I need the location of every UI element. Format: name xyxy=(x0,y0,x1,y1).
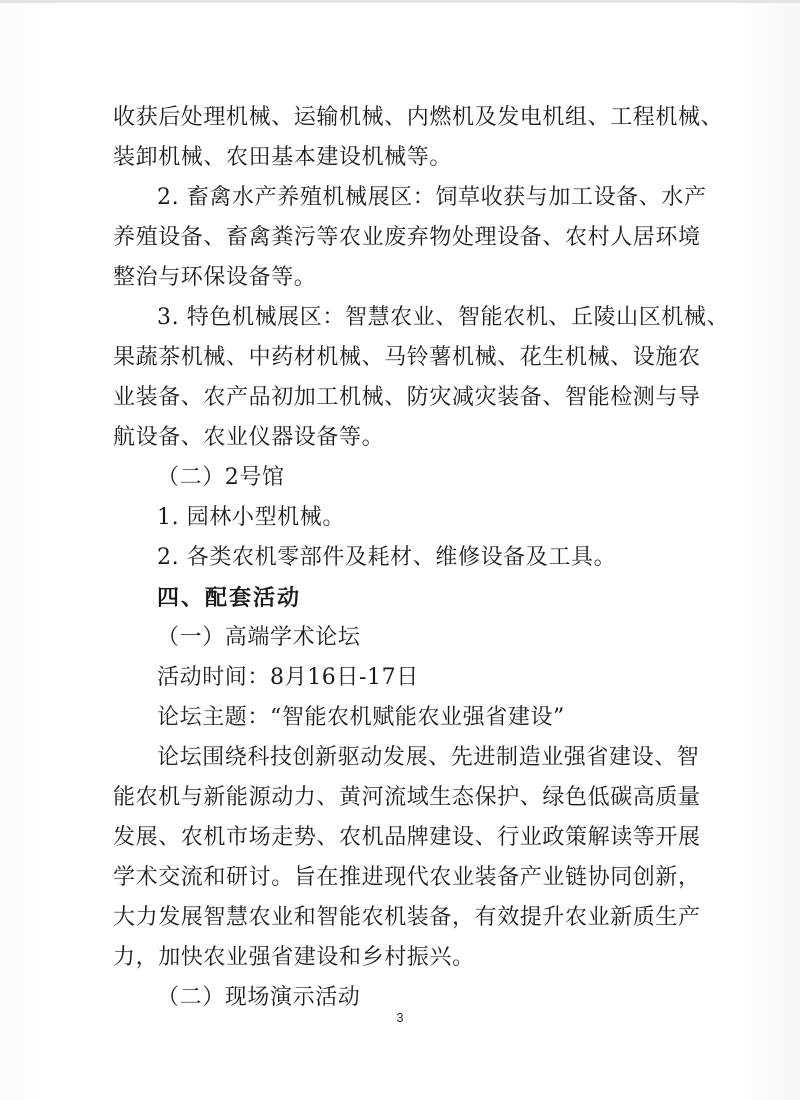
paragraph-line: 养殖设备、畜禽粪污等农业废弃物处理设备、农村人居环境 xyxy=(113,225,701,250)
paragraph-line: 发展、农机市场走势、农机品牌建设、行业政策解读等开展 xyxy=(113,825,701,850)
paragraph-line: 果蔬茶机械、中药材机械、马铃薯机械、花生机械、设施农 xyxy=(113,345,701,370)
paragraph-line: 1. 园林小型机械。 xyxy=(157,505,345,530)
section-heading: 四、配套活动 xyxy=(157,585,302,611)
paragraph-line: 学术交流和研讨。旨在推进现代农业装备产业链协同创新， xyxy=(113,865,701,890)
page-number: 3 xyxy=(396,1010,404,1025)
paragraph-line: 整治与环保设备等。 xyxy=(113,265,317,290)
paragraph-line: 大力发展智慧农业和智能农机装备，有效提升农业新质生产 xyxy=(113,905,701,930)
paragraph-line: 力，加快农业强省建设和乡村振兴。 xyxy=(113,945,475,970)
paragraph-line: 论坛围绕科技创新驱动发展、先进制造业强省建设、智 xyxy=(157,745,700,770)
paragraph-line: 业装备、农产品初加工机械、防灾减灾装备、智能检测与导 xyxy=(113,385,701,410)
paragraph-line: 活动时间：8月16日-17日 xyxy=(157,665,419,690)
subsection-heading: （一）高端学术论坛 xyxy=(157,625,361,650)
paragraph-line: 2. 畜禽水产养殖机械展区：饲草收获与加工设备、水产 xyxy=(157,185,707,210)
paragraph-line: 收获后处理机械、运输机械、内燃机及发电机组、工程机械、 xyxy=(113,105,724,130)
subsection-heading: （二）2号馆 xyxy=(157,465,285,490)
paragraph-line: 论坛主题：“智能农机赋能农业强省建设” xyxy=(157,705,565,730)
paragraph-line: 2. 各类农机零部件及耗材、维修设备及工具。 xyxy=(157,545,617,570)
paragraph-line: 装卸机械、农田基本建设机械等。 xyxy=(113,145,453,170)
document-body xyxy=(113,98,730,1018)
scan-edge xyxy=(0,0,800,3)
subsection-heading: （二）现场演示活动 xyxy=(157,985,361,1010)
paragraph-line: 航设备、农业仪器设备等。 xyxy=(113,425,385,450)
paragraph-line: 3. 特色机械展区：智慧农业、智能农机、丘陵山区机械、 xyxy=(157,305,730,330)
paragraph-line: 能农机与新能源动力、黄河流域生态保护、绿色低碳高质量 xyxy=(113,785,701,810)
